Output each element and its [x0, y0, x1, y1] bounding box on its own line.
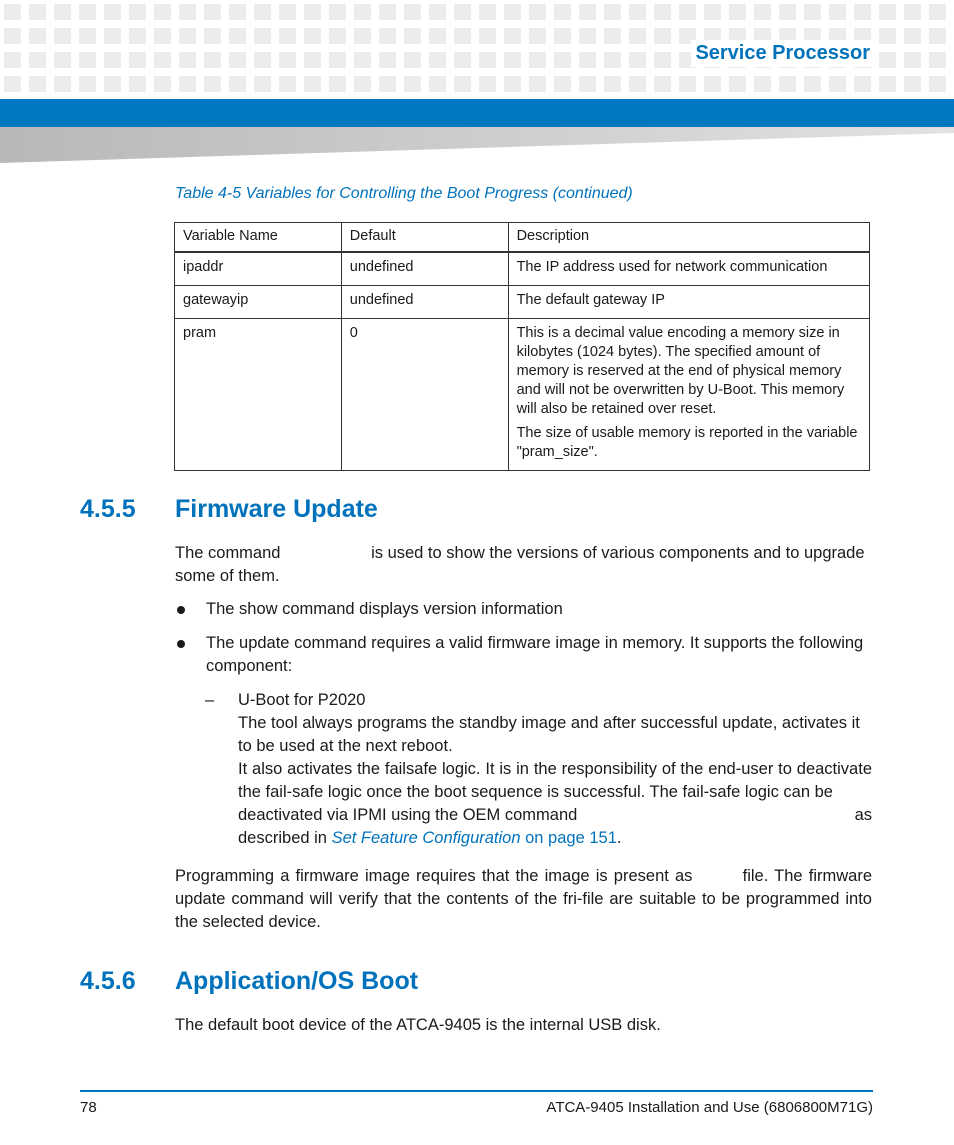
boot-device-paragraph — [175, 1014, 872, 1037]
section-number: 4.5.5 — [80, 495, 136, 523]
sub-item-text: described in — [238, 829, 327, 847]
section-number: 4.5.6 — [80, 967, 136, 995]
description-text: The size of usable memory is reported in the variable "pram_size". — [516, 425, 858, 460]
table-header-row — [175, 223, 870, 253]
description-text: This is a decimal value encoding a memory size in kilobytes (1024 bytes). The specified amount of memory is reserved at the end of physical memory and will not be overwritten by U-Boot. This memory will also be retained over reset. — [516, 325, 845, 417]
table-row — [175, 252, 870, 286]
bullet-icon — [177, 606, 185, 614]
footer-rule — [80, 1090, 873, 1092]
bullet-icon — [177, 640, 185, 648]
section-heading-firmware-update — [80, 495, 378, 524]
header-blue-band — [0, 99, 954, 127]
description-cell — [508, 319, 869, 471]
description-text: The IP address used for network communication — [516, 259, 828, 275]
sub-item-text: . — [616, 829, 622, 847]
sub-item-text: It also activates the failsafe logic. It is in the responsibility of the end-user to deactivate the fail-safe logic once the boot sequence is successful. The fail-safe logic can be — [238, 760, 872, 801]
programming-paragraph — [175, 865, 872, 934]
cross-reference-link[interactable] — [332, 829, 617, 847]
table-row — [175, 286, 870, 319]
variable-name-cell: ipaddr — [175, 252, 342, 286]
page-number: 78 — [80, 1099, 97, 1116]
sub-item-text-line — [238, 827, 872, 850]
firmware-intro-paragraph — [175, 542, 872, 588]
sub-item-text: deactivated via IPMI using the OEM command — [238, 806, 578, 824]
component-sub-item — [205, 689, 872, 850]
list-item-text: The update command requires a valid firmware image in memory. It supports the following component: — [206, 634, 864, 675]
header-gray-wedge — [0, 127, 954, 167]
sub-item-text-line — [238, 804, 872, 827]
sub-item-text: The tool always programs the standby image and after successful update, activates it to be used at the next reboot. — [238, 714, 860, 755]
paragraph-text: file. The firmware update command will verify that the contents of the fri-file are suitable to be programmed into the selected device. — [175, 867, 872, 931]
intro-text: The command — [175, 544, 281, 562]
column-header: Default — [341, 223, 508, 253]
sub-item-title: U-Boot for P2020 — [238, 691, 366, 709]
firmware-bullet-list — [175, 598, 872, 689]
variable-name-cell: pram — [175, 319, 342, 471]
default-cell: undefined — [341, 286, 508, 319]
dash-marker: – — [205, 691, 215, 709]
paragraph-text: The default boot device of the ATCA-9405 is the internal USB disk. — [175, 1016, 661, 1034]
table-row — [175, 319, 870, 471]
boot-variables-table — [174, 222, 870, 471]
link-title: Set Feature Configuration — [331, 829, 521, 847]
variable-name-cell: gatewayip — [175, 286, 342, 319]
section-title: Firmware Update — [175, 495, 378, 523]
table-caption: Table 4-5 Variables for Controlling the Boot Progress (continued) — [175, 185, 633, 202]
description-cell — [508, 252, 869, 286]
paragraph-text: Programming a firmware image requires that the image is present as — [175, 867, 693, 885]
description-text: The default gateway IP — [516, 292, 665, 308]
document-title: ATCA-9405 Installation and Use (6806800M71G) — [546, 1099, 873, 1116]
default-cell: undefined — [341, 252, 508, 286]
list-item-text: The show command displays version information — [206, 600, 563, 618]
intro-text: is used to show the versions of various components and to upgrade some of them. — [175, 544, 865, 585]
sub-item-text: as — [854, 806, 872, 824]
section-heading-application-os-boot — [80, 967, 418, 996]
running-header-title: Service Processor — [691, 40, 874, 67]
column-header: Description — [508, 223, 869, 253]
column-header: Variable Name — [175, 223, 342, 253]
link-page: on page 151 — [520, 829, 617, 847]
list-item — [175, 632, 872, 678]
section-title: Application/OS Boot — [175, 967, 419, 995]
list-item — [175, 598, 872, 621]
description-cell — [508, 286, 869, 319]
default-cell: 0 — [341, 319, 508, 471]
